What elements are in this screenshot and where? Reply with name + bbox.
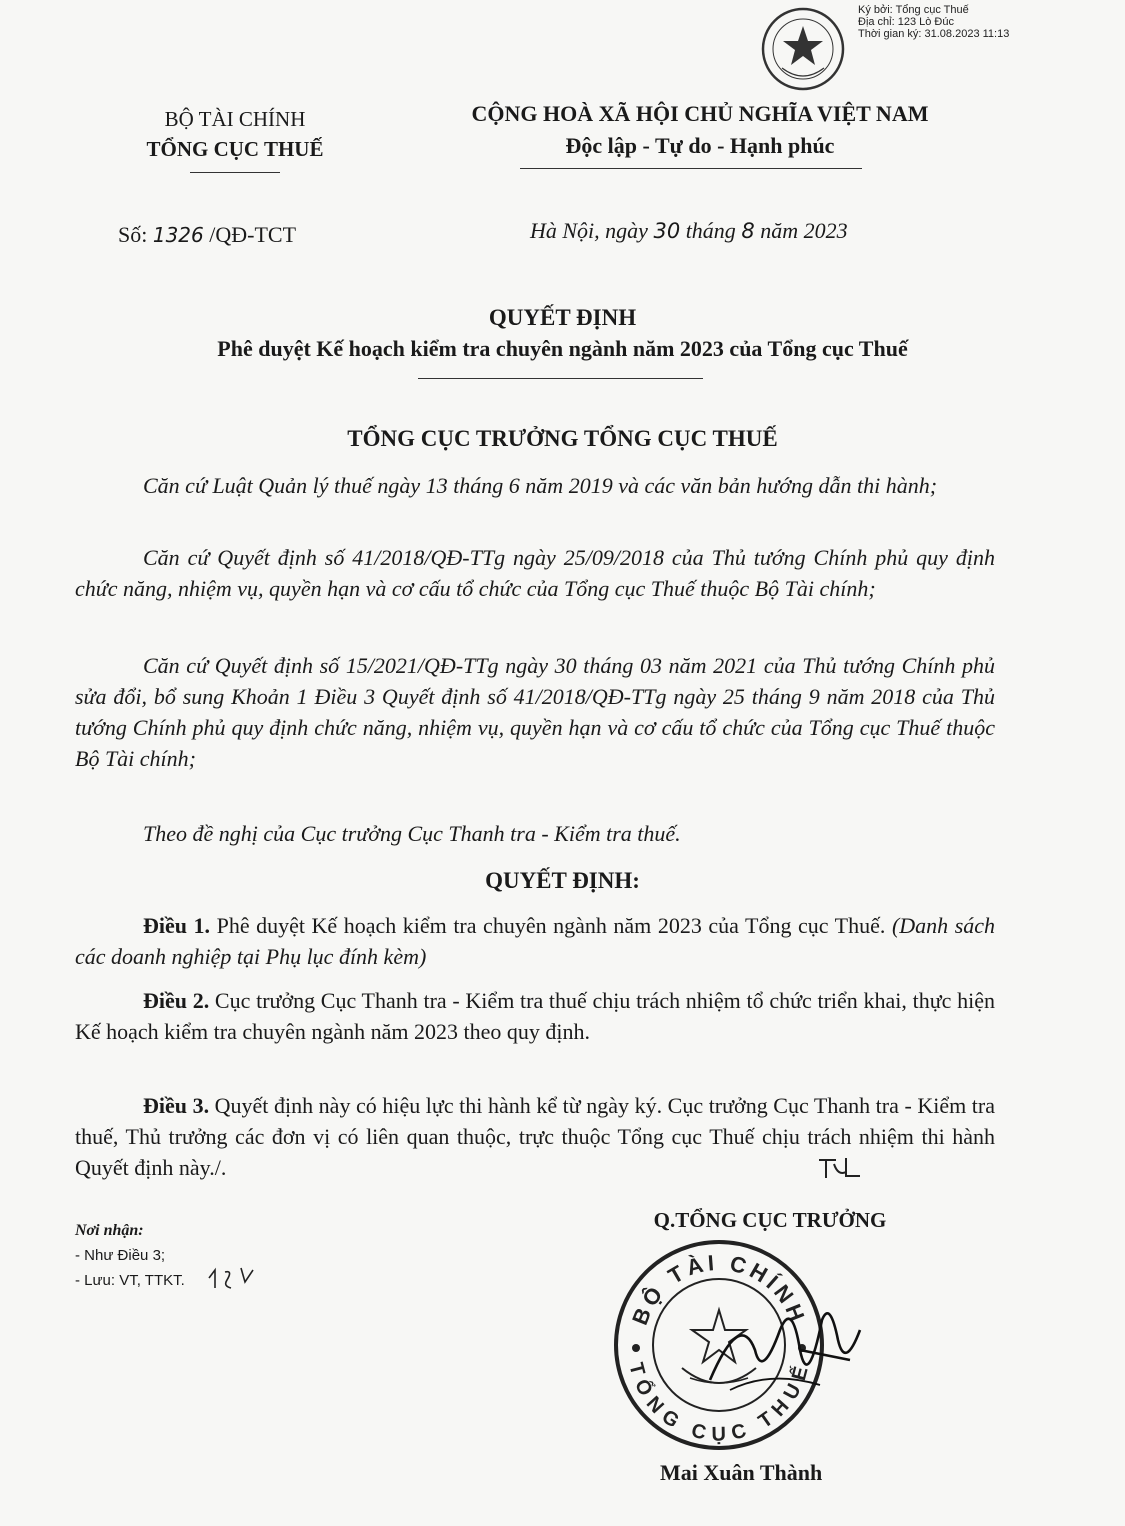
seal-bottom-text: TỔNG CỤC THUẾ xyxy=(624,1360,814,1446)
agency-underline xyxy=(190,172,280,173)
recipient-item: - Như Điều 3; xyxy=(75,1247,166,1264)
motto-underline xyxy=(520,168,862,169)
recipients-heading: Nơi nhận: xyxy=(75,1222,144,1239)
document-subtitle: Phê duyệt Kế hoạch kiểm tra chuyên ngành năm 2023 của Tổng cục Thuế xyxy=(217,336,908,361)
recipients xyxy=(75,1218,185,1293)
signer-address: Địa chỉ: 123 Lò Đúc xyxy=(858,16,954,28)
handwritten-number: 1326 xyxy=(152,223,204,247)
article-3: Điều 3. Quyết định này có hiệu lực thi hành kể từ ngày ký. Cục trưởng Cục Thanh tra - Kiểm tra thuế, Thủ trưởng các đơn vị có liên quan thuộc, trực thuộc Tổng cục Thuế chịu trách nhiệm thi hành Quyết định này./. xyxy=(75,1093,995,1180)
motto: Độc lập - Tự do - Hạnh phúc xyxy=(565,133,835,158)
legal-ground-2: Căn cứ Quyết định số 41/2018/QĐ-TTg ngày 25/09/2018 của Thủ tướng Chính phủ quy định chức năng, nhiệm vụ, quyền hạn và cơ cấu tổ chức của Tổng cục Thuế thuộc Bộ Tài chính; xyxy=(75,545,995,601)
article-2: Điều 2. Cục trưởng Cục Thanh tra - Kiểm tra thuế chịu trách nhiệm tổ chức triển khai, thực hiện Kế hoạch kiểm tra chuyên ngành năm 2023 theo quy định. xyxy=(75,988,996,1044)
agency-name: TỔNG CỤC THUẾ xyxy=(146,137,324,161)
handwritten-day: 30 xyxy=(653,219,681,243)
legal-ground-1: Căn cứ Luật Quản lý thuế ngày 13 tháng 6 năm 2019 và các văn bản hướng dẫn thi hành; xyxy=(143,473,938,498)
legal-ground-4: Theo đề nghị của Cục trưởng Cục Thanh tra - Kiểm tra thuế. xyxy=(143,821,681,846)
issuing-authority: TỔNG CỤC TRƯỞNG TỔNG CỤC THUẾ xyxy=(347,426,778,451)
signed-by: Ký bởi: Tổng cục Thuế xyxy=(858,4,969,16)
tax-seal-icon xyxy=(760,6,846,92)
archive-initials-scrawl xyxy=(205,1264,265,1292)
signature-scribble xyxy=(700,1290,870,1410)
initials-scrawl xyxy=(816,1152,866,1182)
handwritten-month: 8 xyxy=(741,219,755,243)
issuing-agency xyxy=(100,104,370,164)
digital-signature-info xyxy=(858,4,1009,40)
country-name: CỘNG HOÀ XÃ HỘI CHỦ NGHĨA VIỆT NAM xyxy=(471,101,929,126)
seal-top-text: BỘ TÀI CHÍNH xyxy=(627,1249,811,1329)
article-1: Điều 1. Phê duyệt Kế hoạch kiểm tra chuyên ngành năm 2023 của Tổng cục Thuế. (Danh sách các doanh nghiệp tại Phụ lục đính kèm) xyxy=(75,913,996,969)
signer-name: Mai Xuân Thành xyxy=(660,1460,823,1485)
recipient-item: - Lưu: VT, TTKT. xyxy=(75,1272,185,1289)
signer-title: Q.TỔNG CỤC TRƯỞNG xyxy=(653,1208,887,1232)
sign-time: Thời gian ký: 31.08.2023 11:13 xyxy=(858,28,1010,40)
legal-ground-3: Căn cứ Quyết định số 15/2021/QĐ-TTg ngày 30 tháng 03 năm 2021 của Thủ tướng Chính phủ sửa đổi, bổ sung Khoản 1 Điều 3 Quyết định số 41/2018/QĐ-TTg ngày 25 tháng 9 năm 2018 của Thủ tướng Chính phủ quy định chức năng, nhiệm vụ, quyền hạn và cơ cấu tổ chức của Tổng cục Thuế thuộc Bộ Tài chính; xyxy=(75,653,995,771)
title-underline xyxy=(418,378,703,379)
document-title: QUYẾT ĐỊNH xyxy=(488,305,637,330)
decision-heading: QUYẾT ĐỊNH: xyxy=(485,868,640,893)
national-motto xyxy=(420,98,980,162)
document-date: Hà Nội, ngày 30 tháng 8 năm 2023 xyxy=(530,218,848,243)
ministry-name: BỘ TÀI CHÍNH xyxy=(164,107,306,131)
document-number: Số: 1326 /QĐ-TCT xyxy=(118,222,297,247)
